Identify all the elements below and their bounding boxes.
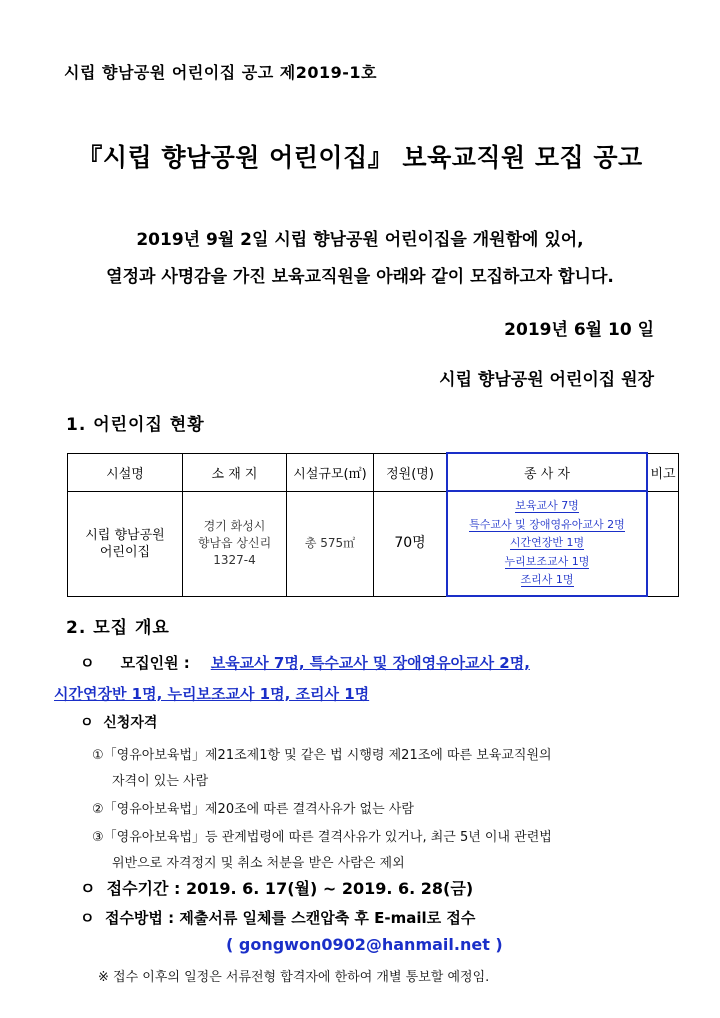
qualification-item: ③「영유아보육법」등 관계법령에 따른 결격사유가 있거나, 최근 5년 이내 관련법 [92, 830, 552, 845]
staff-item: 조리사 1명 [520, 573, 574, 587]
header-address: 소 재 지 [183, 453, 287, 491]
header-remarks: 비고 [647, 453, 679, 491]
staff-item: 특수교사 및 장애영유아교사 2명 [469, 517, 625, 531]
header-facility-name: 시설명 [68, 453, 183, 491]
qualification-item-cont: 위반으로 자격정지 및 취소 처분을 받은 사람은 제외 [112, 856, 405, 871]
cell-staff [447, 491, 647, 596]
cell-address: 경기 화성시 향남읍 상신리 1327-4 [183, 491, 287, 596]
signer: 시립 향남공원 어린이집 원장 [439, 370, 654, 390]
table-row [68, 491, 679, 596]
header-staff: 종 사 자 [447, 453, 647, 491]
intro-line-2: 열정과 사명감을 가진 보육교직원을 아래와 같이 모집하고자 합니다. [106, 267, 614, 287]
application-method: ㅇ 접수방법 : 제출서류 일체를 스캔압축 후 E-mail로 접수 [80, 909, 476, 927]
facility-status-table [67, 452, 679, 597]
notice-number: 시립 향남공원 어린이집 공고 제2019-1호 [64, 63, 377, 82]
section-2-heading: 2. 모집 개요 [66, 618, 170, 638]
bullet: ㅇ [80, 715, 94, 731]
staff-item: 누리보조교사 1명 [504, 554, 590, 568]
intro-line-1: 2019년 9월 2일 시립 향남공원 어린이집을 개원함에 있어, [136, 230, 584, 250]
cell-facility-name: 시립 향남공원 어린이집 [68, 491, 183, 596]
recruit-label: 모집인원 : [120, 654, 190, 672]
section-1-heading: 1. 어린이집 현황 [66, 415, 205, 435]
cell-remarks [647, 491, 679, 596]
recruit-positions-cont: 시간연장반 1명, 누리보조교사 1명, 조리사 1명 [54, 685, 370, 703]
cell-capacity: 70명 [374, 491, 448, 596]
bullet: ㅇ [80, 909, 95, 927]
staff-item: 시간연장반 1명 [509, 536, 585, 550]
qualification-item-cont: 자격이 있는 사람 [112, 774, 209, 789]
qualification-heading: ㅇ 신청자격 [80, 715, 158, 731]
recruit-count-row [80, 652, 530, 673]
staff-item: 보육교사 7명 [515, 499, 579, 513]
application-period: ㅇ 접수기간 : 2019. 6. 17(월) ~ 2019. 6. 28(금) [80, 879, 474, 898]
bullet: ㅇ [80, 879, 96, 898]
application-email[interactable]: ( gongwon0902@hanmail.net ) [226, 935, 503, 954]
recruit-count-row-2 [54, 683, 369, 704]
header-size: 시설규모(㎡) [287, 453, 374, 491]
table-header-row [68, 453, 679, 491]
document-title: 『시립 향남공원 어린이집』 보육교직원 모집 공고 [77, 143, 643, 172]
recruit-positions: 보육교사 7명, 특수교사 및 장애영유아교사 2명, [210, 654, 530, 672]
header-capacity: 정원(명) [374, 453, 448, 491]
bullet: ㅇ [80, 654, 95, 672]
notice-date: 2019년 6월 10 일 [504, 320, 654, 340]
qualification-item: ①「영유아보육법」제21조제1항 및 같은 법 시행령 제21조에 따른 보육교직원의 [92, 748, 552, 763]
schedule-note: ※ 접수 이후의 일정은 서류전형 합격자에 한하여 개별 통보할 예정임. [98, 970, 490, 985]
cell-size: 총 575㎡ [287, 491, 374, 596]
qualification-item: ②「영유아보육법」제20조에 따른 결격사유가 없는 사람 [92, 802, 414, 817]
